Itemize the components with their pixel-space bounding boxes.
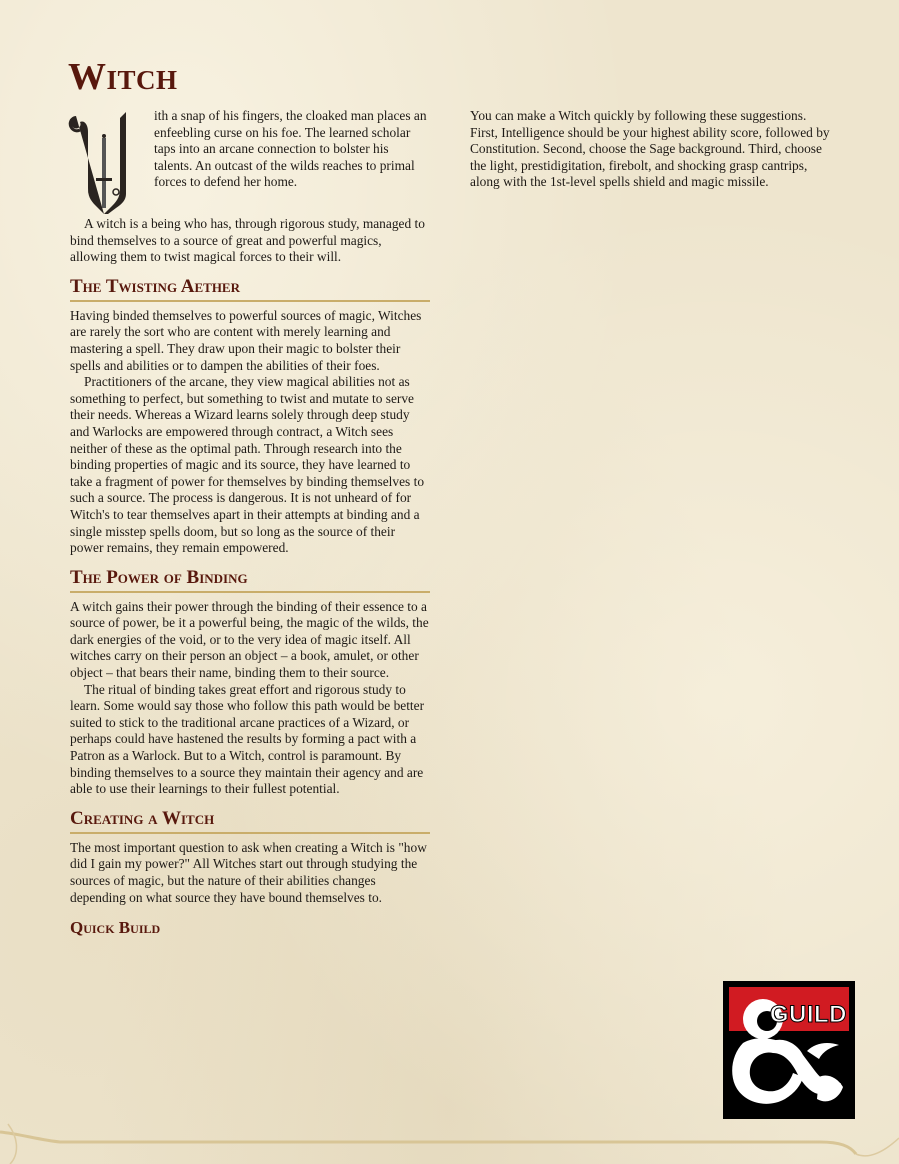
section-paragraph: The ritual of binding takes great effort and rigorous study to learn. Some would say those who follow this path would be better suited to stick to the traditional arcane practices of a Wizard, or perhaps could have hastened the results by forming a pact with a Patron as a Warlock. But to a Witch, control is paramount. By binding themselves to a source they maintain their agency and are able to use their learnings to their fullest potential. bbox=[70, 681, 425, 797]
intro bbox=[70, 108, 430, 266]
page-title: Witch bbox=[68, 56, 178, 98]
subsection-heading-quick-build: Quick Build bbox=[70, 918, 161, 938]
section-heading-twisting-aether: The Twisting Aether bbox=[70, 276, 430, 302]
right-column bbox=[470, 108, 830, 191]
footer-ornament bbox=[0, 1120, 899, 1164]
intro-paragraph-1: ith a snap of his fingers, the cloaked man places an enfeebling curse on his foe. The learned scholar taps into an arcane connection to bolster his talents. An outcast of the wilds reaches to primal forces to defend her home. bbox=[154, 108, 427, 190]
guild-logo bbox=[723, 981, 855, 1119]
section-heading-creating-a-witch: Creating a Witch bbox=[70, 808, 430, 834]
intro-paragraph-2: A witch is a being who has, through rigorous study, managed to bind themselves to a source of great and powerful magics, allowing them to twist magical forces to their will. bbox=[70, 216, 425, 265]
section-paragraph: Having binded themselves to powerful sources of magic, Witches are rarely the sort who are content with merely learning and mastering a spell. They draw upon their magic to bolster their spells and abilities or to dampen the abilities of their foes. bbox=[70, 307, 422, 373]
section-heading-power-of-binding: The Power of Binding bbox=[70, 567, 430, 593]
quick-build-paragraph: You can make a Witch quickly by following these suggestions. First, Intelligence should be your highest ability score, followed by Constitution. Second, choose the Sage background. Third, choose the light, prestidigitation, firebolt, and shocking grasp cantrips, along with the 1st-level spells shield and magic missile. bbox=[470, 108, 830, 190]
logo-text: GUILD bbox=[769, 1001, 847, 1028]
section-paragraph: The most important question to ask when creating a Witch is "how did I gain my power?" All Witches start out through studying the sources of magic, but the nature of their abilities changes depending on what source they have bound themselves to. bbox=[70, 839, 427, 905]
dropcap-w-icon bbox=[68, 108, 140, 216]
section-paragraph: Practitioners of the arcane, they view magical abilities not as something to perfect, but something to twist and mutate to serve their needs. Whereas a Wizard learns solely through deep study and Warlocks are empowered through contract, a Witch sees neither of these as the optimal path. Through research into the binding properties of magic and its source, they have learned to take a fragment of power for themselves by binding themselves to such a source. The process is dangerous. It is not unheard of for Witch's to tear themselves apart in their attempts at binding and a single misstep spells doom, but so long as the source of their power remains, they remain empowered. bbox=[70, 374, 425, 556]
left-column bbox=[70, 108, 430, 938]
section-paragraph: A witch gains their power through the binding of their essence to a source of power, be it a powerful being, the magic of the wilds, the dark energies of the void, or to the very idea of magic itself. All witches carry on their person an object – a book, amulet, or other object – that bears their name, binding them to their source. bbox=[70, 598, 429, 681]
